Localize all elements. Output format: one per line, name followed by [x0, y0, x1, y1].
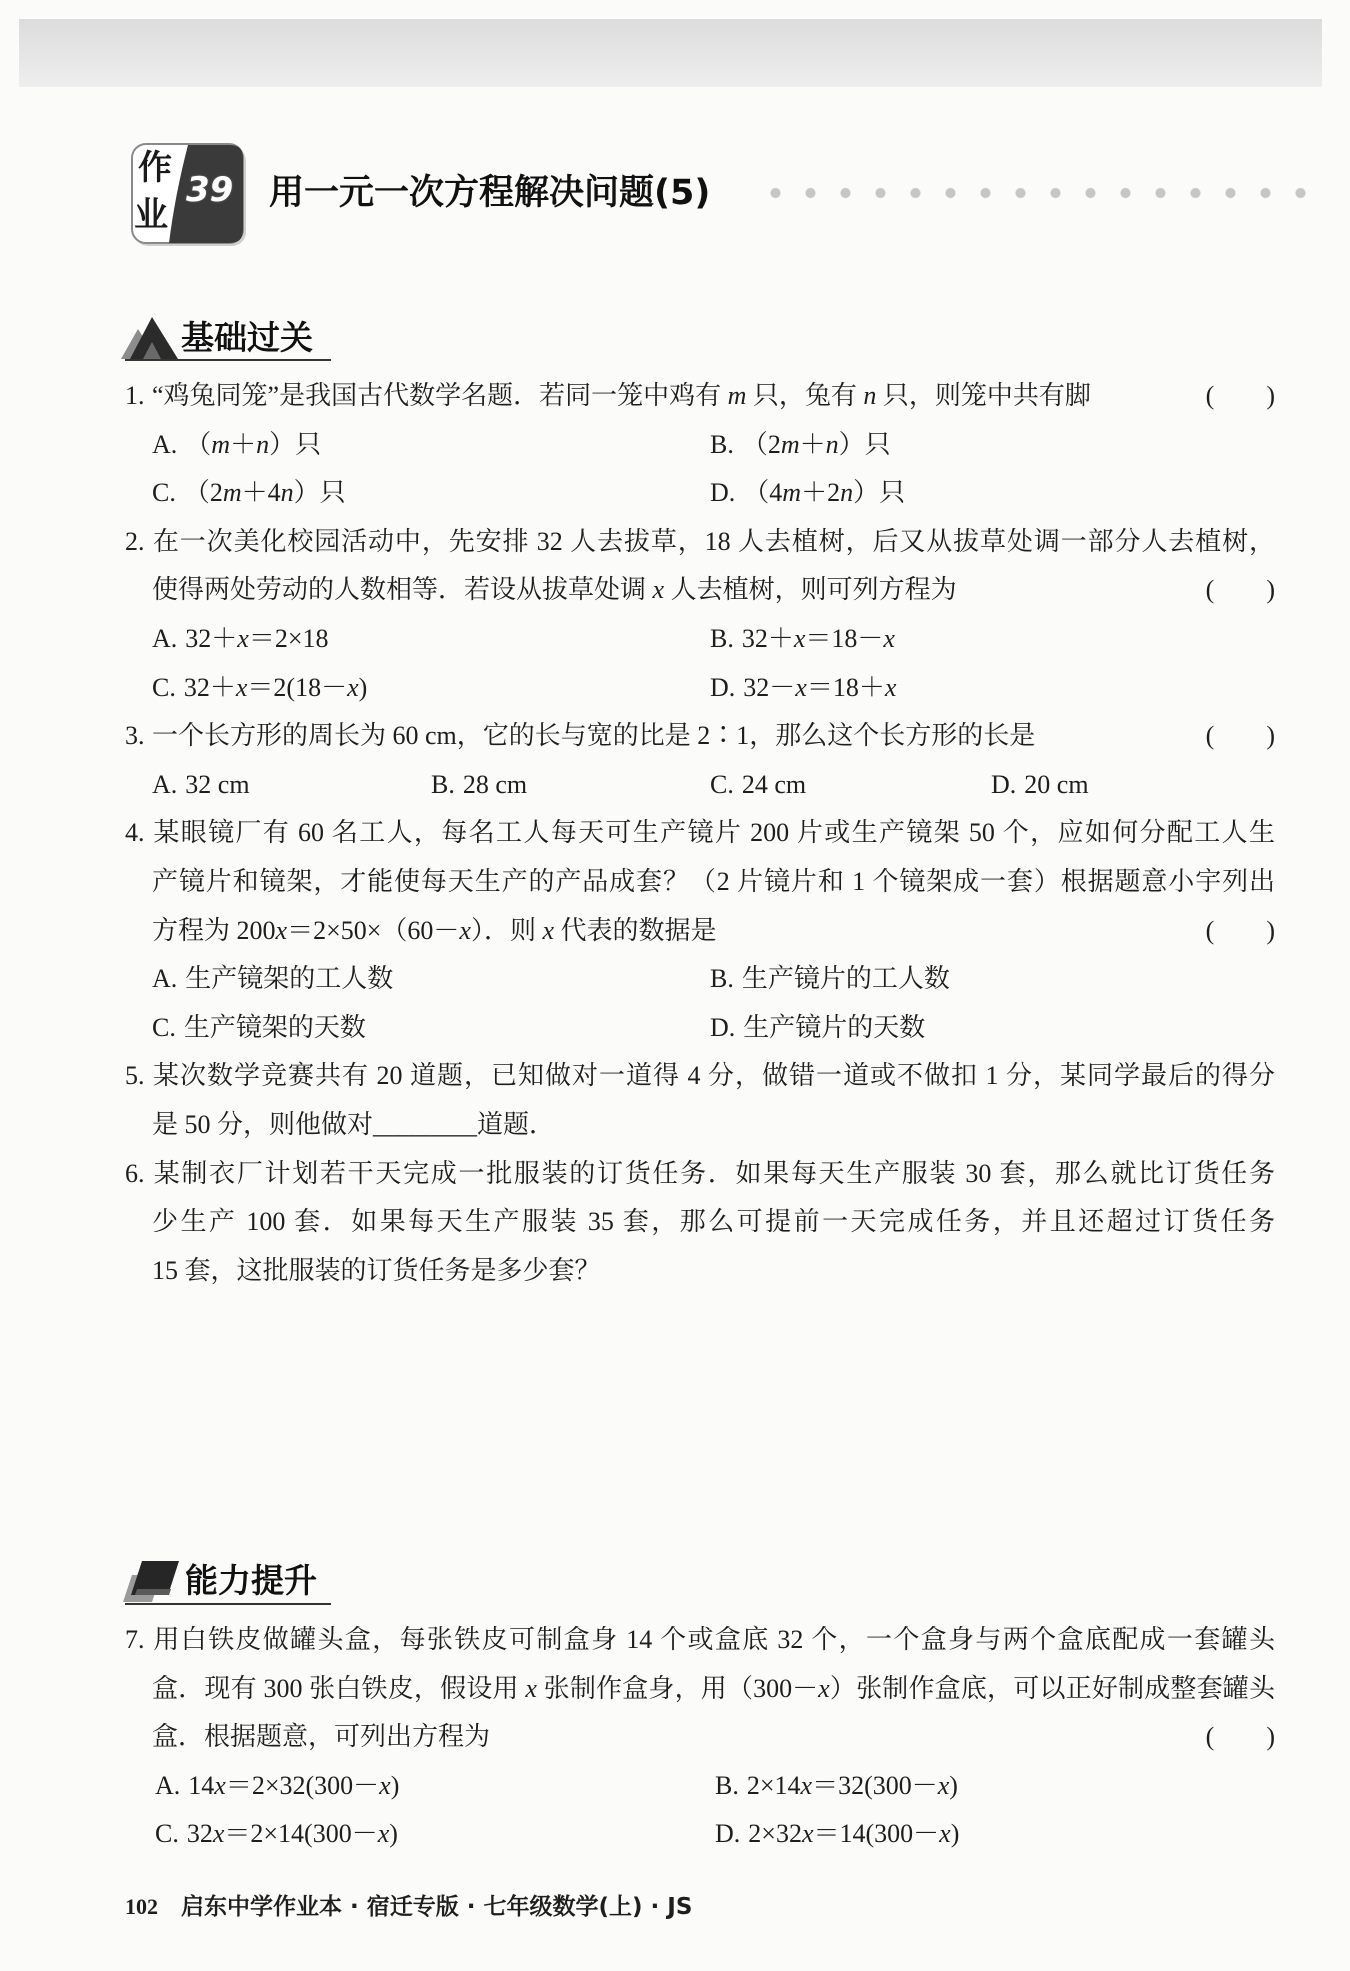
option-d — [710, 469, 905, 518]
option-label: B. — [710, 623, 734, 653]
option-c — [152, 664, 367, 713]
title-dots-divider — [758, 187, 1320, 199]
math-variable: x — [652, 575, 665, 605]
question-4-line-2 — [125, 858, 1275, 907]
option-label: C. — [152, 672, 176, 702]
math-variable: n — [256, 429, 270, 459]
option-c — [152, 469, 346, 518]
text-run: ＝14(300－ — [813, 1819, 940, 1849]
option-text — [184, 1013, 366, 1042]
option-label: A. — [152, 429, 178, 459]
section-title-basic: 基础过关 — [181, 318, 313, 357]
option-d — [710, 664, 896, 713]
math-variable: x — [377, 1819, 390, 1849]
question-5-line-1 — [125, 1052, 1275, 1101]
text-run: ＋2 — [801, 478, 841, 508]
mountain-icon — [121, 314, 179, 360]
option-a — [152, 955, 393, 1004]
text-run: 代表的数据是 — [554, 915, 717, 945]
question-number: 2. — [125, 526, 145, 556]
question-number: 3. — [125, 721, 145, 751]
text-run: 32＋ — [183, 672, 236, 702]
math-variable: x — [883, 623, 895, 653]
math-variable: x — [937, 1770, 950, 1800]
advanced-questions — [125, 1616, 1275, 1859]
option-d — [715, 1810, 959, 1859]
option-text — [743, 1013, 925, 1042]
text-run: 24 cm — [741, 769, 807, 799]
text-run: ) — [358, 672, 368, 702]
option-label: C. — [710, 769, 734, 799]
math-variable: x — [801, 1819, 814, 1849]
question-2-line-2 — [125, 566, 1275, 615]
text-run: 生产镜片的天数 — [743, 1012, 926, 1042]
badge-char-top: 作 — [138, 148, 172, 188]
option-text — [184, 478, 346, 507]
question-text — [152, 1061, 1275, 1090]
text-run: ＝18－ — [805, 623, 884, 653]
question-5-line-2 — [125, 1101, 1275, 1150]
math-variable: x — [347, 672, 359, 702]
option-text — [743, 673, 896, 702]
question-text — [152, 575, 957, 604]
math-variable: n — [863, 381, 877, 410]
option-label: B. — [710, 964, 734, 994]
question-7-options-ab — [125, 1762, 1275, 1811]
text-run: ）只 — [853, 478, 906, 508]
text-run: 只，兔有 — [746, 381, 864, 410]
math-variable: x — [525, 1673, 537, 1703]
text-run: ）张制作盒底，可以正好制成整套罐头 — [829, 1673, 1275, 1703]
text-run: ＝2(18－ — [247, 672, 348, 702]
option-label: C. — [152, 478, 176, 508]
question-text — [152, 1256, 601, 1285]
text-run: （ — [185, 429, 212, 459]
text-run: 某眼镜厂有 60 名工人，每名工人每天可生产镜片 200 片或生产镜架 50 个，应如何分配工人生 — [152, 818, 1275, 848]
option-label: A. — [152, 623, 178, 653]
math-variable: n — [280, 478, 294, 508]
text-run: 生产镜架的天数 — [183, 1012, 366, 1042]
book-icon — [123, 1557, 181, 1603]
text-run: 32＋ — [185, 623, 238, 653]
question-number: 7. — [125, 1625, 145, 1654]
section-underline — [125, 359, 331, 361]
text-run: 是 50 分，则他做对________道题． — [152, 1109, 556, 1139]
question-7-line-1 — [125, 1616, 1275, 1665]
text-run: ）只 — [293, 478, 346, 508]
text-run: 用白铁皮做罐头盒，每张铁皮可制盒身 14 个或盒底 32 个，一个盒身与两个盒底配成一套罐头 — [152, 1625, 1275, 1654]
question-text — [152, 1159, 1275, 1188]
question-4-options-cd — [125, 1004, 1275, 1053]
option-label: C. — [152, 1012, 176, 1042]
option-label: D. — [710, 672, 736, 702]
question-text — [152, 1674, 1275, 1703]
option-text — [742, 624, 895, 653]
question-text — [152, 1625, 1275, 1654]
basic-questions — [125, 372, 1275, 1295]
page-number: 102 — [125, 1894, 158, 1919]
question-4-options-ab — [125, 955, 1275, 1004]
badge-number: 39 — [186, 170, 234, 210]
text-run: 只，则笼中共有脚 — [876, 381, 1091, 410]
option-label: D. — [710, 1012, 736, 1042]
math-variable: x — [214, 1770, 226, 1800]
text-run: ＋ — [799, 429, 826, 459]
math-variable: x — [237, 623, 249, 653]
text-run: ）．则 — [470, 915, 543, 945]
text-run: ＝32(300－ — [812, 1770, 938, 1800]
text-run: ＋4 — [241, 478, 281, 508]
page-title: 用一元一次方程解决问题(5) — [269, 173, 711, 213]
option-text — [1024, 770, 1088, 799]
text-run: 生产镜架的工人数 — [185, 964, 394, 994]
math-variable: n — [840, 478, 854, 508]
math-variable: m — [780, 429, 800, 459]
question-number: 4. — [125, 818, 145, 848]
question-3-options — [125, 761, 1275, 810]
option-text — [743, 478, 905, 507]
question-4-line-1 — [125, 809, 1275, 858]
question-3-line-1 — [125, 712, 1275, 761]
question-text — [152, 867, 1275, 896]
answer-bracket: ( ) — [1205, 381, 1275, 410]
math-variable: x — [275, 915, 288, 945]
text-run: ) — [389, 1819, 398, 1849]
homework-badge — [131, 143, 247, 247]
math-variable: m — [222, 478, 242, 508]
option-label: B. — [710, 429, 734, 459]
answer-bracket: ( ) — [1205, 915, 1275, 945]
text-run: （2 — [183, 478, 223, 508]
section-title-advanced: 能力提升 — [185, 1561, 317, 1600]
option-label: A. — [152, 769, 178, 799]
option-label: D. — [710, 478, 736, 508]
option-a — [152, 615, 329, 664]
text-run: ＝2×14(300－ — [224, 1819, 378, 1849]
text-run: 在一次美化校园活动中，先安排 32 人去拔草，18 人去植树，后又从拔草处调一部分人去植树， — [152, 526, 1275, 556]
text-run: 生产镜片的工人数 — [741, 964, 950, 994]
math-variable: x — [212, 1819, 225, 1849]
option-label: B. — [715, 1770, 739, 1800]
question-text — [152, 1110, 555, 1139]
text-run: 张制作盒身，用（300－ — [536, 1673, 819, 1703]
option-label: A. — [155, 1770, 181, 1800]
text-run: 使得两处劳动的人数相等．若设从拔草处调 — [152, 575, 653, 605]
text-run: 28 cm — [462, 769, 528, 799]
text-run: （2 — [741, 429, 781, 459]
math-variable: x — [235, 672, 248, 702]
question-number: 6. — [125, 1158, 145, 1188]
question-text — [152, 916, 717, 945]
text-run: ＝18＋ — [806, 672, 885, 702]
badge-char-bottom: 业 — [134, 195, 168, 235]
text-run: ＝2×50×（60－ — [287, 915, 460, 945]
option-b — [710, 615, 895, 664]
text-run: 32 cm — [185, 769, 250, 799]
question-number: 1. — [125, 381, 145, 410]
question-text — [152, 381, 1091, 410]
text-run: 产镜片和镜架，才能使每天生产的产品成套？（2 片镜片和 1 个镜架成一套）根据题意小宇列出 — [152, 866, 1275, 896]
text-run: 14 — [188, 1770, 215, 1800]
question-text — [152, 818, 1275, 847]
option-label: D. — [715, 1819, 741, 1849]
math-variable: x — [793, 623, 806, 653]
question-1-options-ab — [125, 421, 1275, 470]
math-variable: x — [542, 915, 554, 945]
question-1-options-cd — [125, 469, 1275, 518]
text-run: 2×32 — [748, 1819, 802, 1849]
text-run: 方程为 200 — [152, 915, 276, 945]
math-variable: x — [379, 1770, 391, 1800]
option-b — [710, 955, 950, 1004]
question-2-options-ab — [125, 615, 1275, 664]
text-run: ) — [949, 1770, 958, 1800]
text-run: ) — [390, 1770, 400, 1800]
option-text — [742, 964, 950, 993]
text-run: ＝2×32(300－ — [225, 1770, 380, 1800]
option-text — [188, 1771, 399, 1800]
option-a — [152, 761, 250, 810]
option-c — [155, 1810, 398, 1859]
option-label: A. — [152, 964, 178, 994]
text-run: 20 cm — [1024, 769, 1089, 799]
math-variable: x — [800, 1770, 813, 1800]
question-1-line-1 — [125, 372, 1275, 421]
text-run: ）只 — [838, 429, 891, 459]
book-title: 启东中学作业本 · 宿迁专版 · 七年级数学(上) · JS — [181, 1894, 693, 1920]
scan-top-edge — [19, 19, 1322, 87]
math-variable: m — [727, 381, 747, 410]
option-text — [187, 1819, 398, 1848]
question-number: 5. — [125, 1061, 145, 1091]
option-text — [185, 624, 328, 653]
question-2-line-1 — [125, 518, 1275, 567]
option-label: C. — [155, 1819, 179, 1849]
text-run: 一个长方形的周长为 60 cm，它的长与宽的比是 2∶1，那么这个长方形的长是 — [152, 721, 1036, 751]
section-underline — [125, 1603, 331, 1605]
option-a — [155, 1762, 399, 1811]
text-run: 15 套，这批服装的订货任务是多少套？ — [152, 1255, 601, 1285]
math-variable: x — [939, 1819, 951, 1849]
question-2-options-cd — [125, 664, 1275, 713]
text-run: 少生产 100 套．如果每天生产服装 35 套，那么可提前一天完成任务，并且还超过订货任务 — [152, 1207, 1275, 1237]
text-run: ) — [950, 1819, 960, 1849]
option-text — [747, 1771, 958, 1800]
text-run: 32 — [186, 1819, 213, 1849]
text-run: ）只 — [269, 429, 322, 459]
text-run: （4 — [743, 478, 783, 508]
question-4-line-3 — [125, 907, 1275, 956]
option-c — [710, 761, 806, 810]
math-variable: x — [459, 915, 471, 945]
answer-bracket: ( ) — [1205, 721, 1275, 751]
text-run: “鸡兔同笼”是我国古代数学名题．若同一笼中鸡有 — [152, 381, 728, 410]
option-text — [748, 1819, 959, 1848]
answer-bracket: ( ) — [1205, 575, 1275, 605]
text-run: 盒．根据题意，可列出方程为 — [152, 1722, 491, 1752]
math-variable: n — [825, 429, 839, 459]
question-text — [152, 1722, 490, 1751]
option-b — [710, 421, 891, 470]
option-text — [742, 770, 806, 799]
text-run: 某次数学竞赛共有 20 道题，已知做对一道得 4 分，做错一道或不做扣 1 分，某同学最后的得分 — [152, 1061, 1275, 1091]
text-run: 32－ — [743, 672, 796, 702]
question-text — [152, 527, 1275, 556]
question-7-line-3 — [125, 1713, 1275, 1762]
option-c — [152, 1004, 366, 1053]
math-variable: x — [884, 672, 897, 702]
option-d — [710, 1004, 925, 1053]
math-variable: m — [211, 429, 231, 459]
option-d — [991, 761, 1089, 810]
option-label: D. — [991, 769, 1017, 799]
math-variable: x — [818, 1673, 830, 1703]
math-variable: m — [782, 478, 802, 508]
question-text — [152, 1207, 1275, 1236]
text-run: 某制衣厂计划若干天完成一批服装的订货任务．如果每天生产服装 30 套，那么就比订货任务 — [152, 1158, 1275, 1188]
text-run: ＝2×18 — [248, 623, 329, 653]
text-run: 人去植树，则可列方程为 — [664, 575, 957, 605]
option-text — [463, 770, 527, 799]
text-run: 盒．现有 300 张白铁皮，假设用 — [152, 1673, 526, 1703]
question-6-line-2 — [125, 1198, 1275, 1247]
answer-bracket: ( ) — [1205, 1722, 1275, 1752]
question-text — [152, 721, 1035, 750]
text-run: 32＋ — [741, 623, 794, 653]
option-b — [715, 1762, 958, 1811]
question-7-line-2 — [125, 1665, 1275, 1714]
question-6-line-3 — [125, 1247, 1275, 1296]
option-text — [742, 430, 891, 459]
option-text — [185, 964, 393, 993]
question-7-options-cd — [125, 1810, 1275, 1859]
option-label: B. — [431, 769, 455, 799]
option-text — [185, 770, 249, 799]
text-run: ＋ — [230, 429, 257, 459]
option-a — [152, 421, 321, 470]
option-b — [431, 761, 527, 810]
option-text — [184, 673, 367, 702]
option-text — [185, 430, 321, 459]
question-6-line-1 — [125, 1150, 1275, 1199]
text-run: 2×14 — [746, 1770, 801, 1800]
math-variable: x — [795, 672, 807, 702]
